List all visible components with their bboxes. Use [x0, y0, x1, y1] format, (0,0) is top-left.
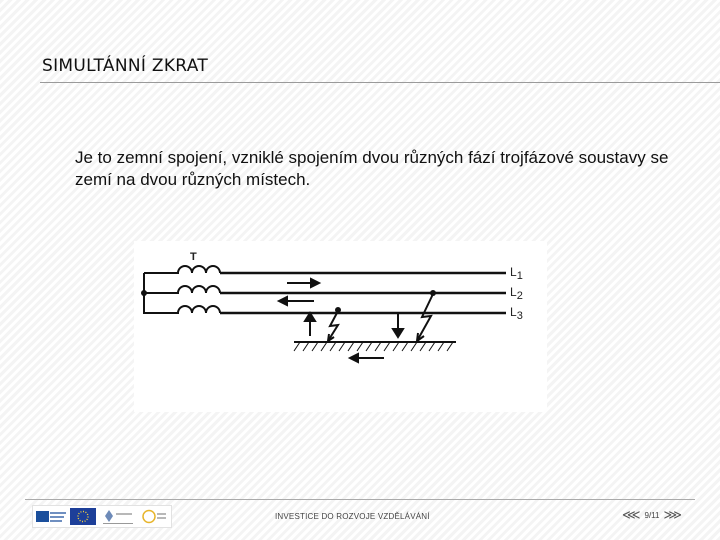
footer-text: INVESTICE DO ROZVOJE VZDĚLÁVÁNÍ	[275, 512, 430, 521]
right-arrow-icon	[311, 279, 319, 287]
earth-return-arrow	[350, 354, 384, 362]
down-arrow-icon	[393, 329, 403, 337]
esf-logo	[35, 508, 67, 525]
title-divider	[40, 82, 720, 83]
slide-title: SIMULTÁNNÍ ZKRAT	[42, 56, 209, 76]
ground-hatch	[294, 342, 453, 351]
left-arrow-icon	[279, 297, 287, 305]
op-vk-logo	[140, 508, 168, 525]
next-arrow-icon[interactable]: ⋙	[663, 507, 682, 522]
slide-pager	[622, 508, 682, 522]
earth-current-arrows	[305, 313, 403, 337]
prev-arrow-icon[interactable]: ⋘	[622, 507, 641, 522]
line-label-l3: L3	[510, 305, 523, 322]
circuit-diagram	[134, 241, 547, 412]
page-number: 9/11	[644, 510, 660, 520]
transformer-label: T	[190, 251, 197, 263]
left-arrow-icon	[350, 354, 358, 362]
msmt-logo	[99, 508, 137, 525]
line-label-l2: L2	[510, 285, 523, 302]
eu-flag-logo	[70, 508, 96, 525]
funding-logos	[32, 505, 172, 528]
lightning-bolt-icon-2	[417, 294, 433, 341]
slide-body-text: Je to zemní spojení, vzniklé spojením dvou různých fází trojfázové soustavy se zemí na dvou různých místech.	[75, 148, 669, 189]
fault-bolts	[328, 294, 433, 341]
footer-divider	[25, 499, 695, 500]
circuit-diagram-svg	[134, 241, 547, 412]
transformer-windings	[144, 266, 220, 313]
line-labels	[510, 265, 523, 322]
line-label-l1: L1	[510, 265, 523, 282]
